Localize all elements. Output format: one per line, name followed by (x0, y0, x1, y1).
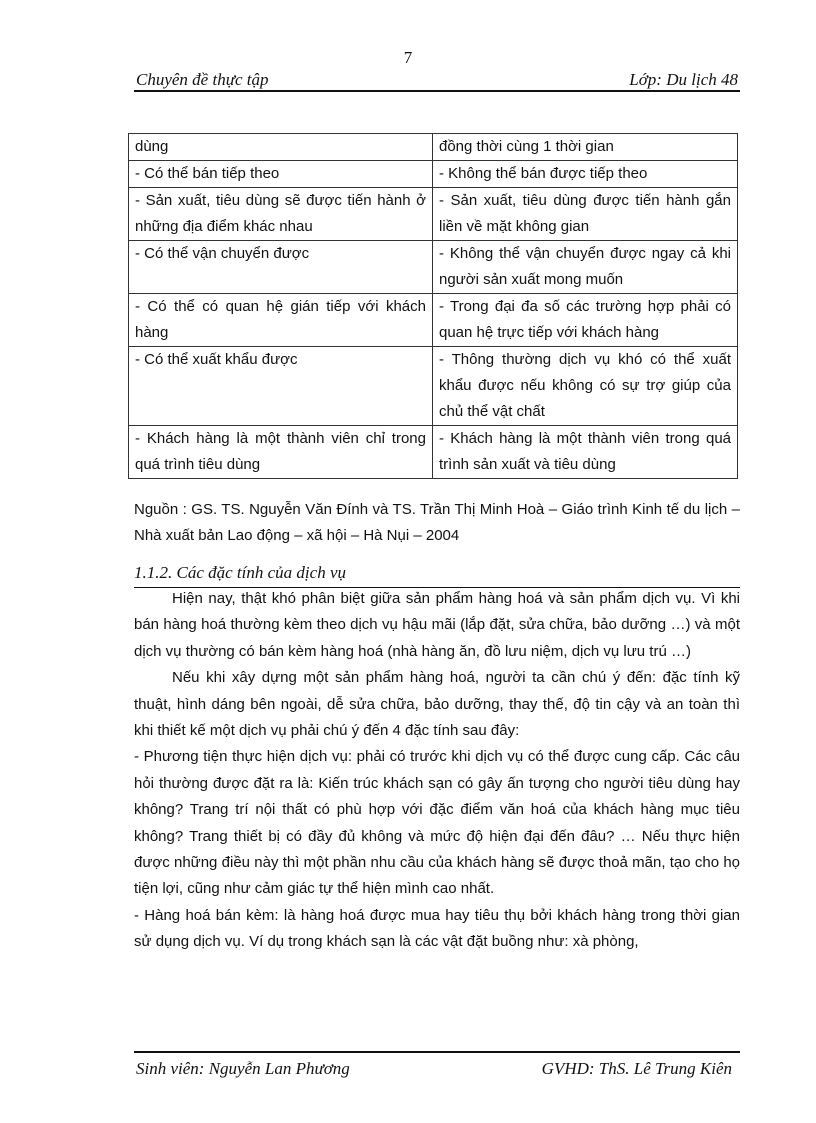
page-number: 7 (403, 48, 413, 67)
header-left: Chuyên đề thực tập (136, 70, 269, 89)
paragraph: Hiện nay, thật khó phân biệt giữa sản phẩm hàng hoá và sản phẩm dịch vụ. Vì khi bán hàng hoá thường kèm theo dịch vụ hậu mãi (lắp đặt, sửa chữa, bảo dưỡng …) và một dịch vụ thường có bán kèm hàng hoá (nhà hàng ăn, đồ lưu niệm, dịch vụ lưu trú …) (134, 590, 740, 660)
goods-cell: - Khách hàng là một thành viên chỉ trong quá trình tiêu dùng (129, 426, 433, 479)
table-row (129, 294, 738, 347)
paragraph: - Phương tiện thực hiện dịch vụ: phải có trước khi dịch vụ có thể được cung cấp. Các câu hỏi thường được đặt ra là: Kiến trúc khách sạn có gây ấn tượng cho người tiêu dùng hay không? Trang trí nội thất có phù hợp với đặc điểm văn hoá của khách hàng mục tiêu không? Trang thiết bị có đầy đủ không và mức độ hiện đại đến đâu? … Nếu thực hiện được những điều này thì một phần nhu cầu của khách hàng sẽ được thoả mãn, tạo cho họ tiện lợi, cũng như cảm giác tự thể hiện mình cao nhất. (134, 748, 740, 898)
service-cell: - Không thể vận chuyển được ngay cả khi người sản xuất mong muốn (433, 241, 738, 294)
service-cell: đồng thời cùng 1 thời gian (433, 134, 738, 161)
footer-left: Sinh viên: Nguyễn Lan Phương (136, 1059, 350, 1078)
service-cell: - Trong đại đa số các trường hợp phải có quan hệ trực tiếp với khách hàng (433, 294, 738, 347)
comparison-table-body (129, 134, 738, 479)
goods-cell: - Có thể xuất khẩu được (129, 347, 433, 426)
service-cell: - Sản xuất, tiêu dùng được tiến hành gắn liền về mặt không gian (433, 188, 738, 241)
table-row (129, 134, 738, 161)
goods-cell: dùng (129, 134, 433, 161)
table-row (129, 426, 738, 479)
goods-cell: - Sản xuất, tiêu dùng sẽ được tiến hành ở những địa điểm khác nhau (129, 188, 433, 241)
page-footer (134, 1051, 740, 1083)
body-text (134, 586, 740, 956)
service-cell: - Khách hàng là một thành viên trong quá trình sản xuất và tiêu dùng (433, 426, 738, 479)
paragraph: Nếu khi xây dựng một sản phẩm hàng hoá, người ta cần chú ý đến: đặc tính kỹ thuật, hình dáng bên ngoài, dễ sửa chữa, bảo dưỡng, thay thế, độ tin cậy và an toàn thì khi thiết kế một dịch vụ phải chú ý đến 4 đặc tính sau đây: (134, 669, 740, 740)
header-right: Lớp: Du lịch 48 (629, 70, 738, 89)
section-heading: 1.1.2. Các đặc tính của dịch vụ (134, 563, 346, 582)
paragraph: - Hàng hoá bán kèm: là hàng hoá được mua hay tiêu thụ bởi khách hàng trong thời gian sử dụng dịch vụ. Ví dụ trong khách sạn là các vật đặt buồng như: xà phòng, (134, 906, 740, 951)
table-row (129, 188, 738, 241)
source-citation: Nguồn : GS. TS. Nguyễn Văn Đính và TS. Trần Thị Minh Hoà – Giáo trình Kinh tế du lịch – Nhà xuất bản Lao động – xã hội – Hà Nụi – 2004 (134, 501, 740, 544)
goods-cell: - Có thể bán tiếp theo (129, 161, 433, 188)
service-cell: - Thông thường dịch vụ khó có thể xuất khẩu được nếu không có sự trợ giúp của chủ thể vật chất (433, 347, 738, 426)
table-row (129, 347, 738, 426)
goods-cell: - Có thể có quan hệ gián tiếp với khách hàng (129, 294, 433, 347)
table-row (129, 161, 738, 188)
page-header (134, 68, 740, 92)
table-row (129, 241, 738, 294)
footer-right: GVHD: ThS. Lê Trung Kiên (541, 1059, 732, 1078)
service-cell: - Không thể bán được tiếp theo (433, 161, 738, 188)
goods-cell: - Có thể vận chuyển được (129, 241, 433, 294)
comparison-table (128, 133, 738, 479)
